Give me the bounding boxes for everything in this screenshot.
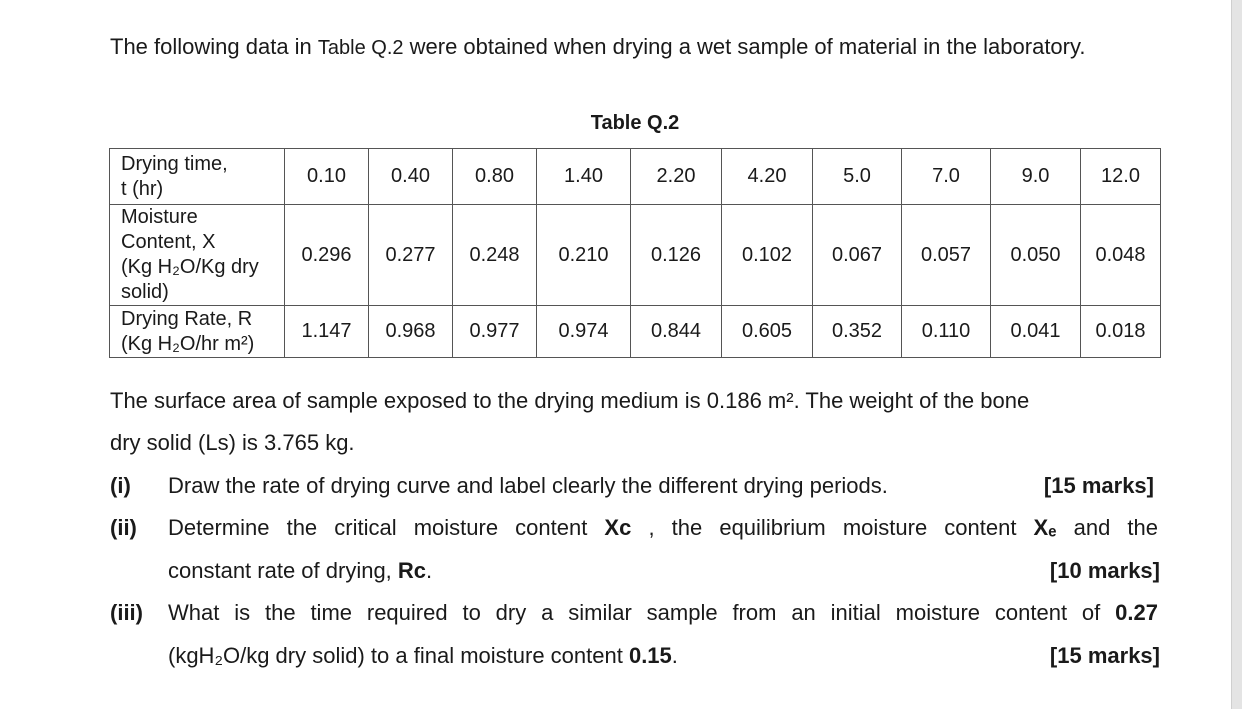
question-text-part: .: [426, 558, 433, 583]
row-drying-rate: [110, 306, 1161, 358]
surface-area-paragraph: [110, 380, 1160, 464]
question-text-part: , the equilibrium moisture content: [631, 515, 1034, 540]
marks-label: [10 marks]: [1049, 558, 1160, 583]
marks-label: [15 marks]: [1043, 473, 1154, 498]
table-cell: 1.147: [285, 306, 369, 358]
table-cell: 5.0: [813, 149, 902, 205]
question-ii: [110, 506, 1160, 592]
question-text-line2: [168, 634, 1158, 677]
table-cell: 0.10: [285, 149, 369, 205]
header-line: (Kg H₂O/Kg dry: [121, 256, 259, 278]
question-number: (iii): [110, 600, 143, 625]
table-cell: 0.041: [991, 306, 1081, 358]
table-cell: 0.968: [369, 306, 453, 358]
question-number: (i): [110, 473, 131, 498]
header-line: Drying Rate, R: [121, 308, 253, 330]
table-cell: 0.80: [453, 149, 537, 205]
table-cell: 0.126: [631, 205, 722, 306]
question-i: [110, 464, 1160, 507]
question-text-line1: [168, 506, 1158, 549]
question-text-part: Determine the critical moisture content: [168, 515, 605, 540]
question-text-part: What is the time required to dry a similar sample from an initial moisture content of: [168, 600, 1116, 625]
xe-symbol: Xₑ: [1033, 515, 1057, 540]
question-text-part: and the: [1056, 515, 1158, 540]
row-drying-time: [110, 149, 1161, 205]
header-line: solid): [121, 281, 169, 303]
intro-text: [110, 26, 1160, 69]
table-cell: 7.0: [902, 149, 991, 205]
table-cell: 0.974: [537, 306, 631, 358]
question-text-part: constant rate of drying,: [168, 558, 398, 583]
intro-table-ref: Table Q.2: [317, 37, 404, 59]
table-cell: 0.977: [453, 306, 537, 358]
question-text-line2: [168, 549, 1158, 592]
table-caption: Table Q.2: [590, 112, 680, 134]
table-cell: 0.210: [537, 205, 631, 306]
row-header: [110, 306, 285, 358]
row-header: [110, 205, 285, 306]
table-cell: 0.844: [631, 306, 722, 358]
final-moisture-value: 0.15: [628, 643, 672, 668]
table-cell: 1.40: [537, 149, 631, 205]
intro-part1: The following data in: [110, 34, 318, 59]
row-moisture-content: [110, 205, 1161, 306]
table-cell: 0.067: [813, 205, 902, 306]
paragraph-line: The surface area of sample exposed to the drying medium is 0.186 m². The weight of the bone: [110, 388, 1030, 413]
page-edge: [1231, 0, 1242, 709]
table-cell: 0.110: [902, 306, 991, 358]
question-text: Draw the rate of drying curve and label clearly the different drying periods.: [168, 473, 888, 498]
data-table: [109, 148, 1161, 358]
table-cell: 0.248: [453, 205, 537, 306]
paragraph-line: dry solid (Ls) is 3.765 kg.: [110, 430, 355, 455]
table-cell: 0.102: [722, 205, 813, 306]
row-header: [110, 149, 285, 205]
table-cell: 0.605: [722, 306, 813, 358]
header-line: Drying time,: [121, 153, 228, 175]
table-cell: 0.296: [285, 205, 369, 306]
table-cell: 4.20: [722, 149, 813, 205]
initial-moisture-value: 0.27: [1115, 600, 1158, 625]
rc-symbol: Rᴄ: [397, 558, 427, 583]
table-cell: 9.0: [991, 149, 1081, 205]
question-iii: [110, 591, 1160, 677]
header-line: Moisture: [121, 206, 198, 228]
table-cell: 0.352: [813, 306, 902, 358]
table-cell: 0.048: [1081, 205, 1161, 306]
question-number: (ii): [110, 515, 137, 540]
table-cell: 0.277: [369, 205, 453, 306]
marks-label: [15 marks]: [1049, 643, 1160, 668]
intro-part2: were obtained when drying a wet sample of material in the laboratory.: [403, 34, 1086, 59]
table-cell: 0.40: [369, 149, 453, 205]
question-text-part: .: [671, 643, 678, 668]
header-line: (Kg H₂O/hr m²): [121, 333, 255, 355]
table-cell: 2.20: [631, 149, 722, 205]
header-line: t (hr): [121, 178, 164, 200]
question-text-line1: [168, 591, 1158, 634]
xc-symbol: Xᴄ: [604, 515, 632, 540]
table-cell: 0.057: [902, 205, 991, 306]
header-line: Content, X: [121, 231, 216, 253]
table-cell: 0.018: [1081, 306, 1161, 358]
question-text-part: (kgH₂O/kg dry solid) to a final moisture content: [168, 643, 629, 668]
table-cell: 12.0: [1081, 149, 1161, 205]
table-cell: 0.050: [991, 205, 1081, 306]
